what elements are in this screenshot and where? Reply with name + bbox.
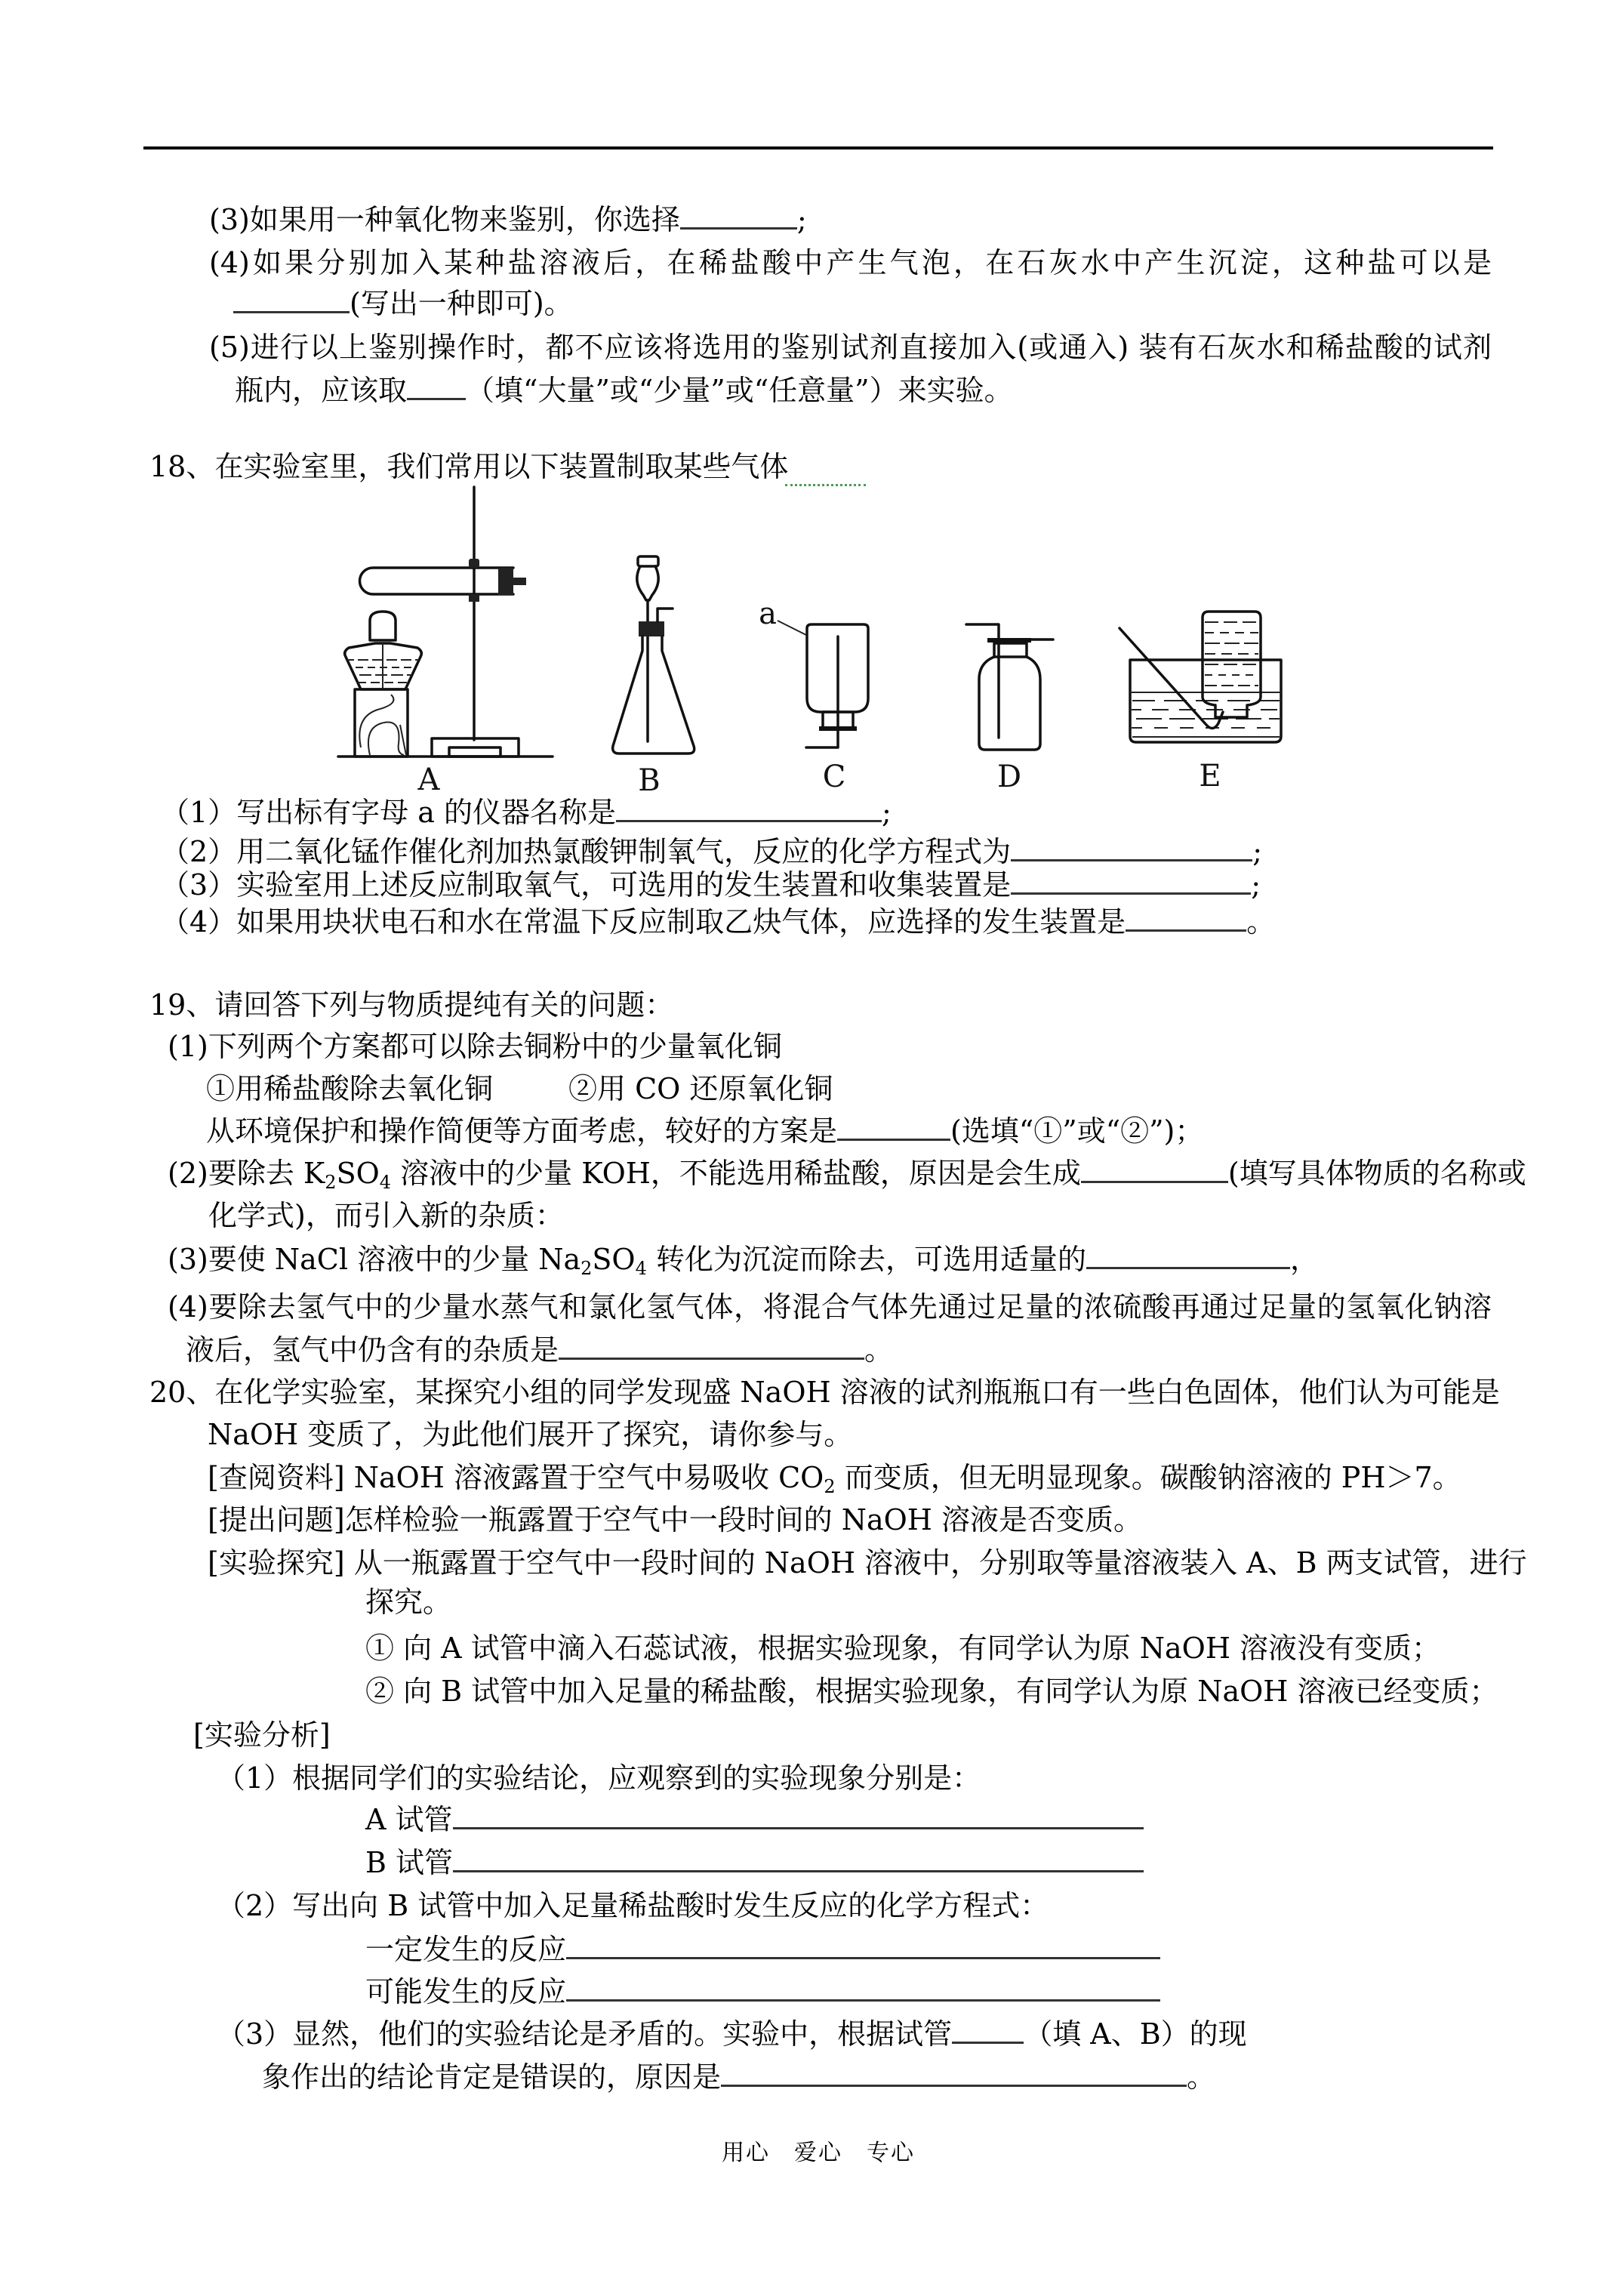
answer-blank[interactable] — [1126, 907, 1246, 932]
test-tube — [360, 568, 514, 594]
q18-sub4-text: （4）如果用块状电石和水在常温下反应制取乙炔气体，应选择的发生装置是 — [161, 905, 1126, 938]
possible-reaction-label: 可能发生的反应 — [365, 1975, 567, 2008]
q20-reference — [208, 1459, 1461, 1496]
q20-analysis-3-pre: （3）显然，他们的实验结论是矛盾的。实验中，根据试管 — [217, 2017, 953, 2051]
label-b: B — [638, 763, 661, 798]
q20-analysis-3-reason: 象作出的结论肯定是错误的，原因是 — [262, 2060, 722, 2094]
q19-sub3-post: 转化为沉淀而除去，可选用适量的 — [646, 1243, 1086, 1276]
header-rule — [143, 146, 1493, 149]
page-footer: 用心 爱心 专心 — [722, 2140, 915, 2166]
apparatus-c — [759, 596, 868, 794]
subscript: 2 — [824, 1476, 836, 1497]
answer-blank[interactable] — [721, 2062, 1187, 2087]
jar-water — [1205, 622, 1259, 686]
wood-grain — [359, 695, 393, 747]
q19-sub1-line3 — [206, 1113, 1203, 1149]
q20-question: [提出问题]怎样检验一瓶露置于空气中一段时间的 NaOH 溶液是否变质。 — [208, 1503, 1143, 1536]
q20-analysis-2: （2）写出向 B 试管中加入足量稀盐酸时发生反应的化学方程式： — [217, 1889, 1049, 1922]
apparatus-e — [1119, 612, 1283, 794]
q18-sub3 — [161, 867, 1261, 903]
label-d: D — [996, 760, 1022, 794]
q19-sub2-pre: (2)要除去 K — [168, 1157, 325, 1190]
q20-analysis-3-line2 — [262, 2059, 1215, 2095]
q19-sub1-hint: (选填“①”或“②”)； — [950, 1114, 1204, 1148]
answer-blank[interactable] — [1011, 870, 1251, 895]
trough-water — [1125, 701, 1283, 737]
label-a-upper: A — [417, 763, 440, 797]
q18-sub3-text: （3）实验室用上述反应制取氧气，可选用的发生装置和收集装置是 — [161, 868, 1012, 901]
q19-sub2-line1 — [168, 1155, 1526, 1193]
q20-analysis-3-post: （填 A、B）的现 — [1024, 2017, 1247, 2051]
tube-b-label: B 试管 — [365, 1846, 454, 1879]
test-tube-stopper — [498, 568, 513, 595]
q20-possible-reaction-row — [365, 1974, 1160, 2010]
subscript: 4 — [635, 1258, 647, 1279]
separatory-funnel-bulb — [637, 566, 658, 600]
q17-sub5-line2 — [235, 372, 1013, 408]
apparatus-figure — [332, 483, 1344, 800]
iron-stand-base-inner — [449, 747, 500, 757]
q19-sub4-prompt: 液后，氢气中仍含有的杂质是 — [186, 1333, 559, 1367]
answer-blank[interactable] — [407, 375, 466, 400]
answer-blank[interactable] — [233, 288, 350, 313]
wood-grain — [400, 725, 406, 755]
apparatus-a — [338, 487, 553, 797]
clamp-bottom — [469, 594, 479, 602]
q20-reference-pre: [查阅资料] NaOH 溶液露置于空气中易吸收 CO — [208, 1461, 824, 1494]
apparatus-b — [613, 556, 694, 798]
answer-blank[interactable] — [616, 797, 882, 822]
gas-washing-bottle — [979, 657, 1040, 750]
q19-option1: ①用稀盐酸除去氧化铜 — [206, 1072, 494, 1105]
q19-sub3-pre: (3)要使 NaCl 溶液中的少量 Na — [168, 1243, 581, 1276]
wood-grain — [368, 723, 404, 755]
answer-blank[interactable] — [453, 1804, 1144, 1829]
q20-reference-post: 而变质，但无明显现象。碳酸钠溶液的 PH＞7。 — [835, 1461, 1461, 1494]
answer-blank[interactable] — [952, 2019, 1024, 2044]
q17-sub5-pre: 瓶内，应该取 — [235, 374, 408, 407]
q19-sub4-line2 — [186, 1332, 893, 1368]
q19-sub2-line2: 化学式)，而引入新的杂质： — [208, 1199, 564, 1232]
conical-flask — [613, 636, 694, 754]
q19-sub2-formula: SO — [336, 1157, 380, 1190]
q20-analysis-3-line1 — [217, 2016, 1247, 2052]
label-e: E — [1199, 759, 1221, 794]
answer-blank[interactable] — [837, 1116, 950, 1141]
q20-certain-reaction-row — [365, 1931, 1160, 1968]
answer-blank[interactable] — [566, 1977, 1160, 2002]
certain-reaction-label: 一定发生的反应 — [365, 1933, 567, 1966]
q18-sub2-text: （2）用二氧化锰作催化剂加热氯酸钾制氧气，反应的化学方程式为 — [161, 835, 1012, 868]
q20-tube-b-row — [365, 1845, 1144, 1881]
q19-sub3-formula: SO — [592, 1243, 636, 1276]
q18-sub1-end: ; — [882, 796, 892, 829]
pointer-label-a: a — [759, 596, 777, 631]
q20-step1: ① 向 A 试管中滴入石蕊试液，根据实验现象，有同学认为原 NaOH 溶液没有变质； — [365, 1632, 1441, 1665]
q19-sub4-end: 。 — [864, 1333, 894, 1367]
flask-stopper — [639, 621, 664, 636]
subscript: 4 — [379, 1172, 392, 1193]
q18-sub1-text: （1）写出标有字母 a 的仪器名称是 — [161, 796, 616, 829]
pointer-line — [778, 621, 806, 635]
alcohol-lamp-cap — [370, 612, 396, 640]
q20-title-line2: NaOH 变质了，为此他们展开了探究，请你参与。 — [208, 1418, 853, 1451]
q19-sub3 — [168, 1241, 1319, 1277]
q20-analysis-1: （1）根据同学们的实验结论，应观察到的实验现象分别是： — [217, 1761, 981, 1795]
label-c: C — [822, 760, 846, 794]
q19-sub4-line1: (4)要除去氢气中的少量水蒸气和氯化氢气体，将混合气体先通过足量的浓硫酸再通过足量的氢氧化钠溶 — [168, 1290, 1492, 1324]
q17-sub4-line1: (4)如果分别加入某种盐溶液后，在稀盐酸中产生气泡，在石灰水中产生沉淀，这种盐可以是 — [209, 246, 1492, 279]
q19-sub1-prompt: 从环境保护和操作简便等方面考虑，较好的方案是 — [206, 1114, 838, 1148]
answer-blank[interactable] — [1086, 1244, 1290, 1269]
subscript: 2 — [325, 1172, 337, 1193]
q18-sub1 — [161, 794, 892, 831]
q19-sub2-post: 溶液中的少量 KOH，不能选用稀盐酸，原因是会生成 — [391, 1157, 1081, 1190]
q19-sub3-end: ， — [1289, 1243, 1319, 1276]
subscript: 2 — [581, 1258, 593, 1279]
q17-sub3-end: ; — [796, 203, 807, 236]
q17-sub4-line2 — [233, 285, 573, 322]
answer-blank[interactable] — [1011, 837, 1252, 861]
delivery-tube-stub — [513, 578, 526, 585]
q18-sub4-end: 。 — [1246, 905, 1276, 938]
answer-blank[interactable] — [1081, 1158, 1228, 1183]
alcohol-lamp-liquid — [343, 643, 423, 689]
q19-sub1-line1: (1)下列两个方案都可以除去铜粉中的少量氧化铜 — [168, 1030, 782, 1063]
side-delivery-tube — [658, 609, 673, 621]
q20-tube-a-row — [365, 1801, 1144, 1838]
q18-sub2-end: ; — [1252, 835, 1262, 868]
q19-title: 19、请回答下列与物质提纯有关的问题： — [149, 988, 674, 1022]
q18-sub2 — [161, 834, 1262, 870]
q17-sub3 — [209, 202, 807, 238]
q18-sub4 — [161, 904, 1275, 940]
q20-title-line1: 20、在化学实验室，某探究小组的同学发现盛 NaOH 溶液的试剂瓶瓶口有一些白色固体，他们认为可能是 — [149, 1376, 1500, 1409]
q17-sub5-post: （填“大量”或“少量”或“任意量”）来实验。 — [466, 374, 1013, 407]
q17-sub3-text: (3)如果用一种氧化物来鉴别，你选择 — [209, 203, 680, 236]
q17-sub4-tail: (写出一种即可)。 — [350, 287, 573, 320]
q20-analysis-heading: [实验分析] — [193, 1718, 331, 1752]
q19-sub2-hint: (填写具体物质的名称或 — [1227, 1157, 1526, 1190]
q18-title: 18、在实验室里，我们常用以下装置制取某些气体 — [149, 450, 789, 483]
q20-explore-line2: 探究。 — [365, 1586, 452, 1619]
apparatus-d — [966, 624, 1053, 794]
q20-step2: ② 向 B 试管中加入足量的稀盐酸，根据实验现象，有同学认为原 NaOH 溶液已经变质； — [365, 1675, 1498, 1708]
q17-sub5-line1: (5)进行以上鉴别操作时，都不应该将选用的鉴别试剂直接加入(或通入) 装有石灰水和稀盐酸的试剂 — [209, 331, 1492, 364]
clamp-top — [469, 559, 479, 568]
q20-explore-line1: [实验探究] 从一瓶露置于空气中一段时间的 NaOH 溶液中，分别取等量溶液装入 A、B 两支试管，进行 — [208, 1546, 1527, 1579]
answer-blank[interactable] — [566, 1934, 1160, 1959]
answer-blank[interactable] — [559, 1335, 864, 1360]
q20-analysis-3-end: 。 — [1187, 2060, 1216, 2094]
answer-blank[interactable] — [680, 205, 797, 230]
q18-sub3-end: ; — [1251, 868, 1261, 901]
q19-option2: ②用 CO 还原氧化铜 — [568, 1072, 833, 1105]
tube-a-label: A 试管 — [365, 1803, 453, 1836]
answer-blank[interactable] — [453, 1848, 1144, 1872]
funnel-cap — [638, 556, 658, 566]
